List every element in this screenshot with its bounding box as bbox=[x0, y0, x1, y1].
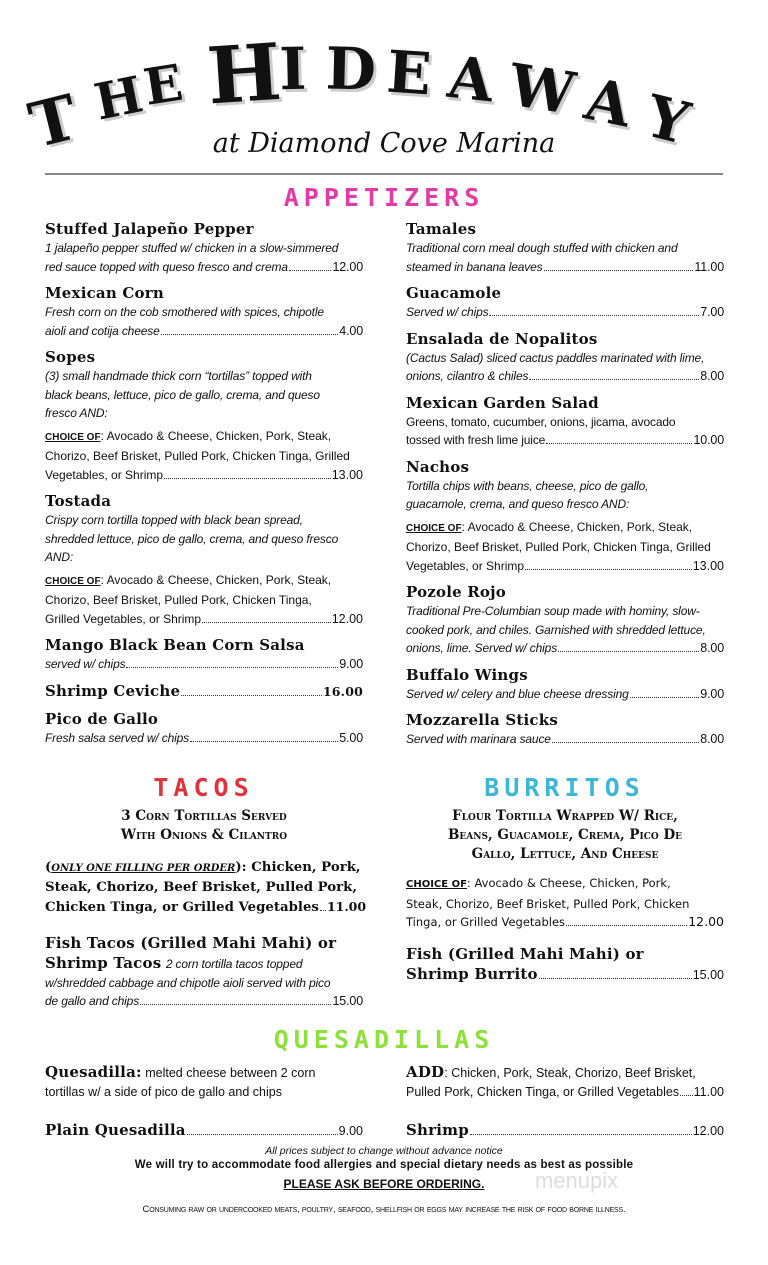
item-price: 9.00 bbox=[700, 686, 724, 701]
menu-item bbox=[45, 219, 363, 276]
fish-tacos-desc: w/shredded cabbage and chipotle aioli served with pico bbox=[45, 975, 331, 990]
item-description: onions, lime. Served w/ chips bbox=[406, 641, 558, 655]
item-description: onions, cilantro & chiles bbox=[406, 369, 529, 383]
choice-text: Tinga, or Grilled Vegetables bbox=[406, 915, 566, 929]
dot-leader bbox=[566, 925, 687, 926]
item-price: 8.00 bbox=[700, 641, 724, 655]
fish-burrito-name: Shrimp Burrito bbox=[406, 964, 538, 983]
item-name: Mexican Corn bbox=[45, 284, 164, 302]
quesadillas-heading: QUESADILLAS bbox=[273, 1025, 495, 1054]
dot-leader bbox=[320, 910, 326, 911]
item-description: 1 jalapeño pepper stuffed w/ chicken in a slow-simmered bbox=[45, 241, 339, 255]
item-price: 16.00 bbox=[322, 683, 363, 699]
item-description: served w/ chips bbox=[45, 657, 126, 671]
item-description: Served w/ celery and blue cheese dressing bbox=[406, 686, 629, 701]
dot-leader bbox=[680, 1095, 693, 1096]
item-name: Buffalo Wings bbox=[406, 665, 528, 684]
dot-leader bbox=[539, 978, 692, 979]
item-choice bbox=[406, 518, 724, 539]
prices-note: All prices subject to change without advance notice bbox=[265, 1145, 503, 1157]
price-row bbox=[406, 685, 724, 704]
logo-letter: H bbox=[89, 64, 148, 133]
item-price: 13.00 bbox=[331, 467, 363, 482]
item-description: Traditional corn meal dough stuffed with chicken and bbox=[406, 241, 678, 255]
price-row bbox=[406, 367, 724, 386]
price-row bbox=[45, 258, 363, 277]
fish-tacos-name: Fish Tacos (Grilled Mahi Mahi) or bbox=[45, 934, 337, 952]
menu-item bbox=[406, 665, 724, 704]
logo-letter: W bbox=[504, 50, 580, 129]
item-description: cooked pork, and chiles. Garnished with shredded lettuce, bbox=[406, 622, 706, 637]
item-description: guacamole, crema, and queso fresco AND: bbox=[406, 497, 630, 511]
menu-item bbox=[406, 710, 724, 749]
item-name: Ensalada de Nopalitos bbox=[406, 329, 598, 348]
item-name: Mango Black Bean Corn Salsa bbox=[45, 636, 305, 654]
item-name: Shrimp Ceviche bbox=[45, 681, 181, 700]
item-price: 11.00 bbox=[694, 259, 724, 274]
item-description: fresco AND: bbox=[45, 406, 108, 420]
menu-item bbox=[406, 283, 724, 322]
tacos-fillings: (ONLY ONE FILLING PER ORDER): Chicken, Pork, bbox=[45, 860, 361, 875]
item-description: Vegetables, or Shrimp bbox=[406, 558, 525, 573]
item-description: black beans, lettuce, pico de gallo, crema, and queso bbox=[45, 387, 320, 402]
price-row bbox=[406, 557, 724, 576]
menupix-watermark: menupix bbox=[535, 1168, 619, 1193]
dot-leader bbox=[161, 334, 339, 335]
dot-leader bbox=[470, 1134, 692, 1135]
dot-leader bbox=[181, 695, 322, 696]
dot-leader bbox=[525, 569, 692, 570]
fish-burrito-price: 15.00 bbox=[692, 967, 724, 982]
fish-tacos-desc: de gallo and chips bbox=[45, 994, 140, 1008]
dot-leader bbox=[140, 1004, 331, 1005]
plain-quesadilla-name: Plain Quesadilla bbox=[45, 1121, 186, 1139]
shrimp-quesadilla-row bbox=[406, 1120, 724, 1140]
fish-tacos-name: Shrimp Tacos bbox=[45, 954, 162, 972]
item-name: Tostada bbox=[45, 492, 112, 510]
price-row bbox=[45, 610, 363, 629]
item-name: Guacamole bbox=[406, 284, 502, 302]
item-description: Served w/ chips bbox=[406, 305, 489, 319]
tacos-section bbox=[45, 807, 367, 1011]
item-description: Greens, tomato, cucumber, onions, jicama, avocado bbox=[406, 414, 676, 429]
logo-letter: T bbox=[22, 80, 85, 163]
burritos-heading: BURRITOS bbox=[484, 773, 645, 802]
header-divider bbox=[45, 173, 723, 175]
menu-item bbox=[45, 681, 363, 702]
logo-letter: D bbox=[324, 34, 377, 104]
item-description: shredded lettuce, pico de gallo, crema, and queso fresco bbox=[45, 531, 339, 546]
item-price: 12.00 bbox=[332, 259, 363, 274]
dot-leader bbox=[187, 1134, 338, 1135]
tacos-heading: TACOS bbox=[153, 773, 254, 802]
dot-leader bbox=[529, 379, 699, 380]
add-options: : Chicken, Pork, Steak, Chorizo, Beef Brisket, bbox=[444, 1066, 696, 1080]
quesadilla-desc: tortillas w/ a side of pico de gallo and chips bbox=[45, 1085, 282, 1099]
price-row bbox=[406, 431, 724, 450]
burritos-subtitle: Flour Tortilla Wrapped W/ Rice, bbox=[452, 808, 678, 824]
logo-letter: Y bbox=[639, 81, 697, 158]
burritos-choice bbox=[406, 874, 724, 895]
item-description: Traditional Pre-Columbian soup made with hominy, slow- bbox=[406, 604, 700, 618]
dot-leader bbox=[546, 443, 692, 444]
item-price: 12.00 bbox=[331, 611, 363, 626]
dot-leader bbox=[164, 478, 331, 479]
item-description: AND: bbox=[45, 550, 74, 564]
logo-letter: A bbox=[444, 43, 497, 116]
burritos-section bbox=[406, 807, 724, 984]
logo-letter: A bbox=[579, 65, 638, 141]
burritos-subtitle: Gallo, Lettuce, And Cheese bbox=[471, 846, 659, 862]
appetizers-heading: APPETIZERS bbox=[283, 183, 485, 212]
menu-item bbox=[45, 709, 363, 748]
add-price-row bbox=[406, 1082, 724, 1102]
menu-item bbox=[45, 283, 363, 340]
item-description: Fresh salsa served w/ chips bbox=[45, 730, 190, 745]
choice-label: CHOICE OF bbox=[406, 879, 467, 890]
choice-text: Chorizo, Beef Brisket, Pulled Pork, Chicken Tinga, Grilled bbox=[406, 540, 711, 554]
dot-leader bbox=[202, 622, 331, 623]
price-row bbox=[45, 681, 363, 702]
choice-text: : Avocado & Cheese, Chicken, Pork, Steak, bbox=[100, 572, 332, 587]
item-description: Vegetables, or Shrimp bbox=[45, 467, 164, 482]
dot-leader bbox=[630, 697, 700, 698]
fish-tacos-desc: 2 corn tortilla tacos topped bbox=[165, 957, 303, 971]
menu-item bbox=[45, 347, 363, 484]
item-description: Grilled Vegetables, or Shrimp bbox=[45, 611, 202, 626]
choice-label: CHOICE OF bbox=[45, 575, 101, 587]
price-row bbox=[45, 655, 363, 674]
appetizers-left-column bbox=[45, 219, 363, 754]
item-name: Pozole Rojo bbox=[406, 583, 506, 601]
logo-letter: E bbox=[384, 37, 434, 109]
burritos-price: 12.00 bbox=[688, 914, 724, 929]
item-price: 5.00 bbox=[339, 730, 363, 745]
item-name: Nachos bbox=[406, 457, 470, 476]
item-price: 8.00 bbox=[700, 732, 724, 746]
item-description: aioli and cotija cheese bbox=[45, 323, 160, 338]
fish-burrito-price-row bbox=[406, 964, 724, 984]
item-description: tossed with fresh lime juice bbox=[406, 433, 546, 447]
item-name: Stuffed Jalapeño Pepper bbox=[45, 220, 254, 238]
dot-leader bbox=[544, 270, 694, 271]
choice-text: : Avocado & Cheese, Chicken, Pork, Steak, bbox=[100, 428, 332, 443]
item-price: 4.00 bbox=[339, 323, 363, 338]
item-price: 8.00 bbox=[700, 369, 724, 383]
item-description: Fresh corn on the cob smothered with spices, chipotle bbox=[45, 305, 324, 319]
dot-leader bbox=[558, 651, 699, 652]
choice-text: : Avocado & Cheese, Chicken, Pork, Steak, bbox=[461, 519, 693, 534]
shrimp-quesadilla-price: 12.00 bbox=[692, 1124, 724, 1138]
price-row bbox=[45, 466, 363, 485]
quesadilla-desc: melted cheese between 2 corn bbox=[141, 1066, 316, 1080]
menu-item bbox=[406, 393, 724, 450]
dot-leader bbox=[552, 742, 699, 743]
allergy-note: We will try to accommodate food allergies and special dietary needs as best as possible bbox=[134, 1159, 634, 1171]
item-price: 9.00 bbox=[339, 657, 363, 671]
price-row bbox=[45, 322, 363, 341]
choice-text: : Avocado & Cheese, Chicken, Pork, bbox=[466, 876, 671, 890]
choice-label: CHOICE OF bbox=[45, 431, 101, 443]
menu-item bbox=[406, 582, 724, 658]
item-description: steamed in banana leaves bbox=[406, 259, 543, 274]
dot-leader bbox=[489, 315, 699, 316]
item-name: Tamales bbox=[406, 220, 477, 238]
shrimp-quesadilla-name: Shrimp bbox=[406, 1121, 469, 1139]
price-row bbox=[406, 639, 724, 658]
price-row bbox=[45, 729, 363, 748]
choice-text: Chorizo, Beef Brisket, Pulled Pork, Chicken Tinga, Grilled bbox=[45, 449, 350, 463]
dot-leader bbox=[126, 667, 338, 668]
logo-letter: E bbox=[139, 52, 187, 118]
logo-letter: H bbox=[204, 26, 285, 123]
dot-leader bbox=[190, 741, 338, 742]
choice-label: CHOICE OF bbox=[406, 522, 462, 534]
item-description: Crispy corn tortilla topped with black bean spread, bbox=[45, 513, 303, 527]
ask-before-ordering: PLEASE ASK BEFORE ORDERING. bbox=[283, 1177, 485, 1191]
price-row bbox=[406, 258, 724, 277]
item-description: Tortilla chips with beans, cheese, pico de gallo, bbox=[406, 478, 649, 493]
tacos-price-row bbox=[45, 897, 367, 917]
item-price: 10.00 bbox=[693, 433, 724, 447]
item-description: Served with marinara sauce bbox=[406, 732, 551, 746]
quesadilla-item bbox=[45, 1062, 363, 1102]
tacos-fillings-text: Steak, Chorizo, Beef Brisket, Pulled Pork, bbox=[45, 880, 358, 895]
menu-item bbox=[406, 457, 724, 576]
item-choice bbox=[45, 571, 363, 592]
price-row bbox=[406, 303, 724, 322]
item-description: (3) small handmade thick corn “tortillas” topped with bbox=[45, 369, 312, 383]
tacos-price: 11.00 bbox=[326, 899, 367, 914]
tacos-fillings-text: Chicken Tinga, or Grilled Vegetables bbox=[45, 900, 319, 915]
fish-tacos-price-row bbox=[45, 992, 363, 1011]
add-options: Pulled Pork, Chicken Tinga, or Grilled Vegetables bbox=[406, 1085, 680, 1099]
restaurant-subtitle: at Diamond Cove Marina bbox=[212, 128, 556, 159]
choice-text: Steak, Chorizo, Beef Brisket, Pulled Pork, Chicken bbox=[406, 896, 690, 911]
tacos-note: ONLY ONE FILLING PER ORDER bbox=[51, 863, 236, 874]
item-description: (Cactus Salad) sliced cactus paddles marinated with lime, bbox=[406, 350, 705, 365]
plain-quesadilla-price: 9.00 bbox=[338, 1124, 363, 1138]
burritos-subtitle: Beans, Guacamole, Crema, Pico De bbox=[447, 827, 683, 843]
add-price: 11.00 bbox=[693, 1085, 724, 1099]
item-price: 7.00 bbox=[700, 305, 724, 319]
item-description: red sauce topped with queso fresco and crema bbox=[45, 259, 288, 274]
tacos-subtitle: With Onions & Cilantro bbox=[120, 827, 288, 843]
tacos-subtitle: 3 Corn Tortillas Served bbox=[121, 808, 287, 824]
add-label: ADD bbox=[406, 1063, 445, 1081]
item-name: Mozzarella Sticks bbox=[406, 711, 558, 729]
fish-tacos-price: 15.00 bbox=[332, 994, 363, 1008]
price-row bbox=[406, 730, 724, 749]
burritos-price-row bbox=[406, 913, 724, 932]
item-name: Pico de Gallo bbox=[45, 709, 159, 728]
quesadilla-name: Quesadilla: bbox=[45, 1063, 142, 1081]
menu-item bbox=[45, 491, 363, 628]
dot-leader bbox=[289, 270, 332, 271]
tacos-fillings-text: ): Chicken, Pork, bbox=[235, 860, 361, 875]
menu-item bbox=[406, 329, 724, 386]
food-safety-warning: Consuming raw or undercooked meats, poultry, seafood, shellfish or eggs may increase the risk of food borne illness. bbox=[142, 1204, 626, 1215]
fish-burrito-name: Fish (Grilled Mahi Mahi) or bbox=[406, 944, 644, 963]
choice-text: Chorizo, Beef Brisket, Pulled Pork, Chicken Tinga, bbox=[45, 593, 312, 607]
item-name: Mexican Garden Salad bbox=[406, 393, 599, 412]
plain-quesadilla-row bbox=[45, 1120, 363, 1140]
menu-item bbox=[45, 635, 363, 674]
menu-item bbox=[406, 219, 724, 276]
logo-letter: I bbox=[278, 35, 308, 104]
item-choice bbox=[45, 427, 363, 448]
item-name: Sopes bbox=[45, 348, 96, 366]
item-price: 13.00 bbox=[692, 558, 724, 573]
appetizers-right-column bbox=[406, 219, 724, 756]
quesadilla-add bbox=[406, 1062, 724, 1102]
